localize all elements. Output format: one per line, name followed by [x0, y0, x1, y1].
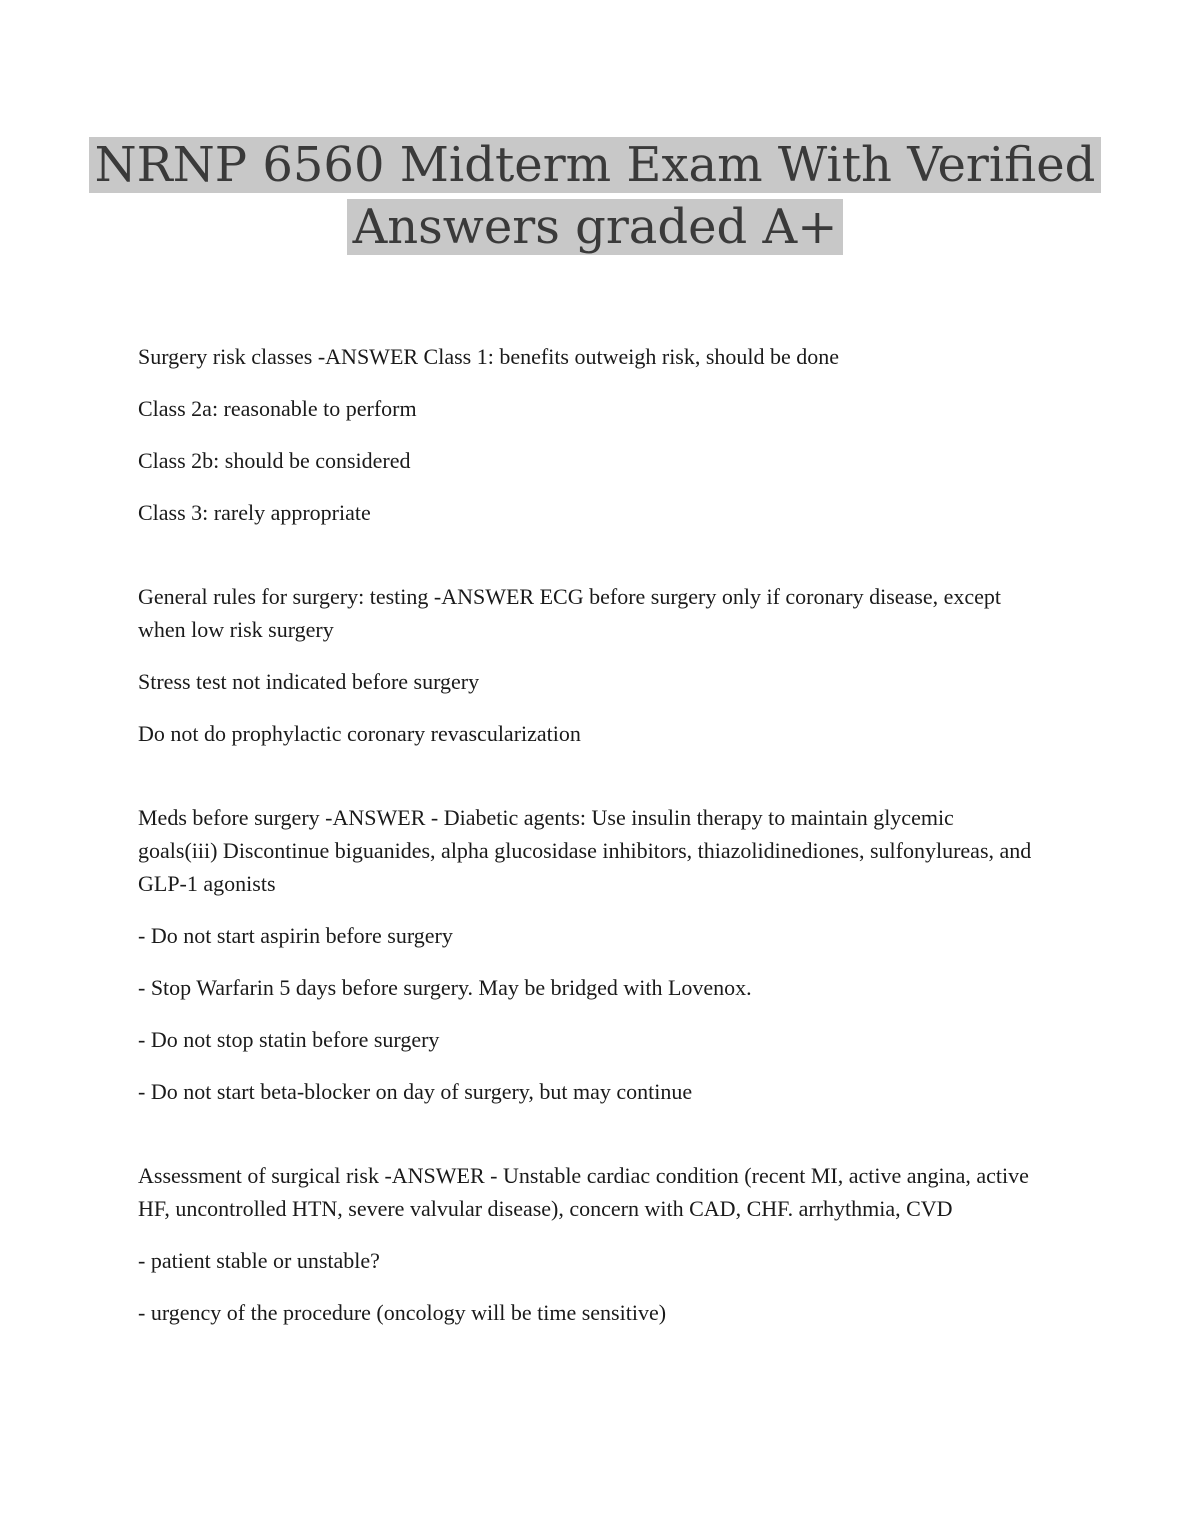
answer-paragraph: Do not do prophylactic coronary revascularization	[138, 721, 581, 746]
question-paragraph: Surgery risk classes -ANSWER Class 1: benefits outweigh risk, should be done	[138, 344, 840, 369]
qa-assessment-surgical-risk	[138, 1159, 1038, 1329]
title-line-2: Answers graded A+	[347, 199, 844, 255]
qa-meds-before-surgery	[138, 801, 1038, 1108]
answer-paragraph: Class 2a: reasonable to perform	[138, 396, 417, 421]
answer-paragraph: Class 2b: should be considered	[138, 448, 411, 473]
answer-paragraph: - patient stable or unstable?	[138, 1248, 380, 1273]
answer-paragraph: - Do not start beta-blocker on day of surgery, but may continue	[138, 1079, 693, 1104]
qa-surgery-risk-classes	[138, 340, 1038, 529]
title-line-1: NRNP 6560 Midterm Exam With Verified	[89, 137, 1102, 193]
answer-paragraph: Stress test not indicated before surgery	[138, 669, 480, 694]
answer-paragraph: - Stop Warfarin 5 days before surgery. May be bridged with Lovenox.	[138, 975, 752, 1000]
question-paragraph: General rules for surgery: testing -ANSWER ECG before surgery only if coronary disease, except when low risk surgery	[138, 584, 1002, 642]
answer-paragraph: Class 3: rarely appropriate	[138, 500, 371, 525]
document-body	[138, 340, 1038, 1380]
question-paragraph: Meds before surgery -ANSWER - Diabetic agents: Use insulin therapy to maintain glycemic goals(iii) Discontinue biguanides, alpha glucosidase inhibitors, thiazolidinediones, sulfonylureas, and GLP-1 agonists	[138, 805, 1032, 896]
answer-paragraph: - Do not start aspirin before surgery	[138, 923, 453, 948]
document-title	[0, 134, 1190, 258]
answer-paragraph: - Do not stop statin before surgery	[138, 1027, 440, 1052]
question-paragraph: Assessment of surgical risk -ANSWER - Unstable cardiac condition (recent MI, active angina, active HF, uncontrolled HTN, severe valvular disease), concern with CAD, CHF. arrhythmia, CVD	[138, 1163, 1029, 1221]
answer-paragraph: - urgency of the procedure (oncology will be time sensitive)	[138, 1300, 667, 1325]
qa-general-rules-testing	[138, 580, 1038, 750]
